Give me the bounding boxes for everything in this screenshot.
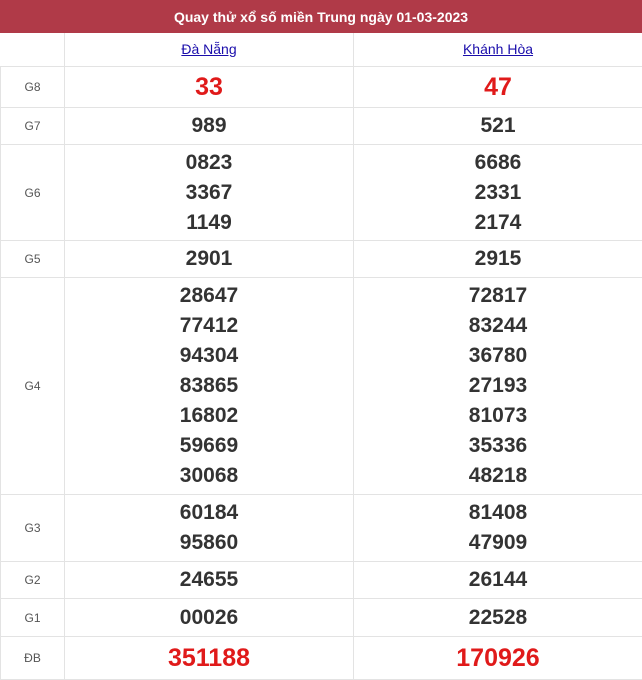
result-cell [354,67,642,108]
prize-label: G6 [1,145,65,241]
prize-label: G4 [1,278,65,495]
result-number: 27193 [468,374,528,397]
result-cell [65,599,354,637]
result-number: 6686 [474,150,522,174]
header-blank-cell [1,33,65,67]
result-number: 94304 [179,344,239,367]
result-number: 30068 [179,464,239,487]
result-cell [65,67,354,108]
result-cell [354,108,642,145]
result-number: 60184 [179,501,239,524]
prize-label: G2 [1,562,65,599]
prize-label: G8 [1,67,65,108]
result-number: 81408 [468,501,528,524]
results-title: Quay thử xổ số miền Trung ngày 01-03-2023 [0,0,642,33]
prize-label: G7 [1,108,65,145]
province-link-khanh-hoa[interactable]: Khánh Hòa [462,40,534,57]
special-prize-number: 351188 [167,644,251,672]
result-cell [354,637,642,680]
result-number: 77412 [179,314,239,337]
result-cell [354,495,642,562]
result-number: 81073 [468,404,528,427]
prize-row-g2 [1,562,642,599]
result-number: 36780 [468,344,528,367]
result-cell [65,495,354,562]
prize-label: ĐB [1,637,65,680]
result-number: 0823 [185,150,233,174]
result-cell [65,278,354,495]
result-number: 33 [195,73,223,101]
prize-row-g4 [1,278,642,495]
prize-row-g3 [1,495,642,562]
result-number: 47909 [468,531,528,554]
result-number: 48218 [468,464,528,487]
result-number: 16802 [179,404,239,427]
result-number: 521 [480,114,516,137]
result-cell [65,637,354,680]
result-cell [65,145,354,241]
result-number: 2915 [474,247,522,270]
result-number: 00026 [179,605,239,629]
result-cell [354,241,642,278]
result-number: 59669 [179,434,239,457]
result-number: 72817 [468,284,528,307]
results-table [0,33,642,680]
prize-label: G5 [1,241,65,278]
prize-row-special [1,637,642,680]
prize-label: G3 [1,495,65,562]
result-number: 83865 [179,374,239,397]
result-cell [354,562,642,599]
result-number: 2901 [185,247,233,270]
prize-label: G1 [1,599,65,637]
result-number: 22528 [468,605,528,629]
province-header-row [1,33,642,67]
prize-row-g5 [1,241,642,278]
prize-row-g6 [1,145,642,241]
result-number: 1149 [186,210,232,234]
result-number: 2174 [474,210,522,234]
result-cell [65,108,354,145]
result-cell [354,599,642,637]
result-number: 83244 [468,314,528,337]
province-cell-1 [65,33,354,67]
prize-row-g7 [1,108,642,145]
result-cell [354,145,642,241]
result-number: 3367 [185,180,233,204]
result-number: 2331 [474,180,522,204]
result-number: 95860 [179,531,239,554]
province-cell-2 [354,33,642,67]
result-cell [354,278,642,495]
result-cell [65,241,354,278]
result-number: 47 [484,73,512,101]
result-number: 28647 [179,284,239,307]
result-number: 26144 [468,568,528,591]
result-cell [65,562,354,599]
special-prize-number: 170926 [456,644,540,672]
province-link-da-nang[interactable]: Đà Nẵng [181,40,237,57]
result-number: 35336 [468,434,528,457]
prize-row-g1 [1,599,642,637]
prize-row-g8 [1,67,642,108]
result-number: 989 [191,114,227,137]
result-number: 24655 [179,568,239,591]
